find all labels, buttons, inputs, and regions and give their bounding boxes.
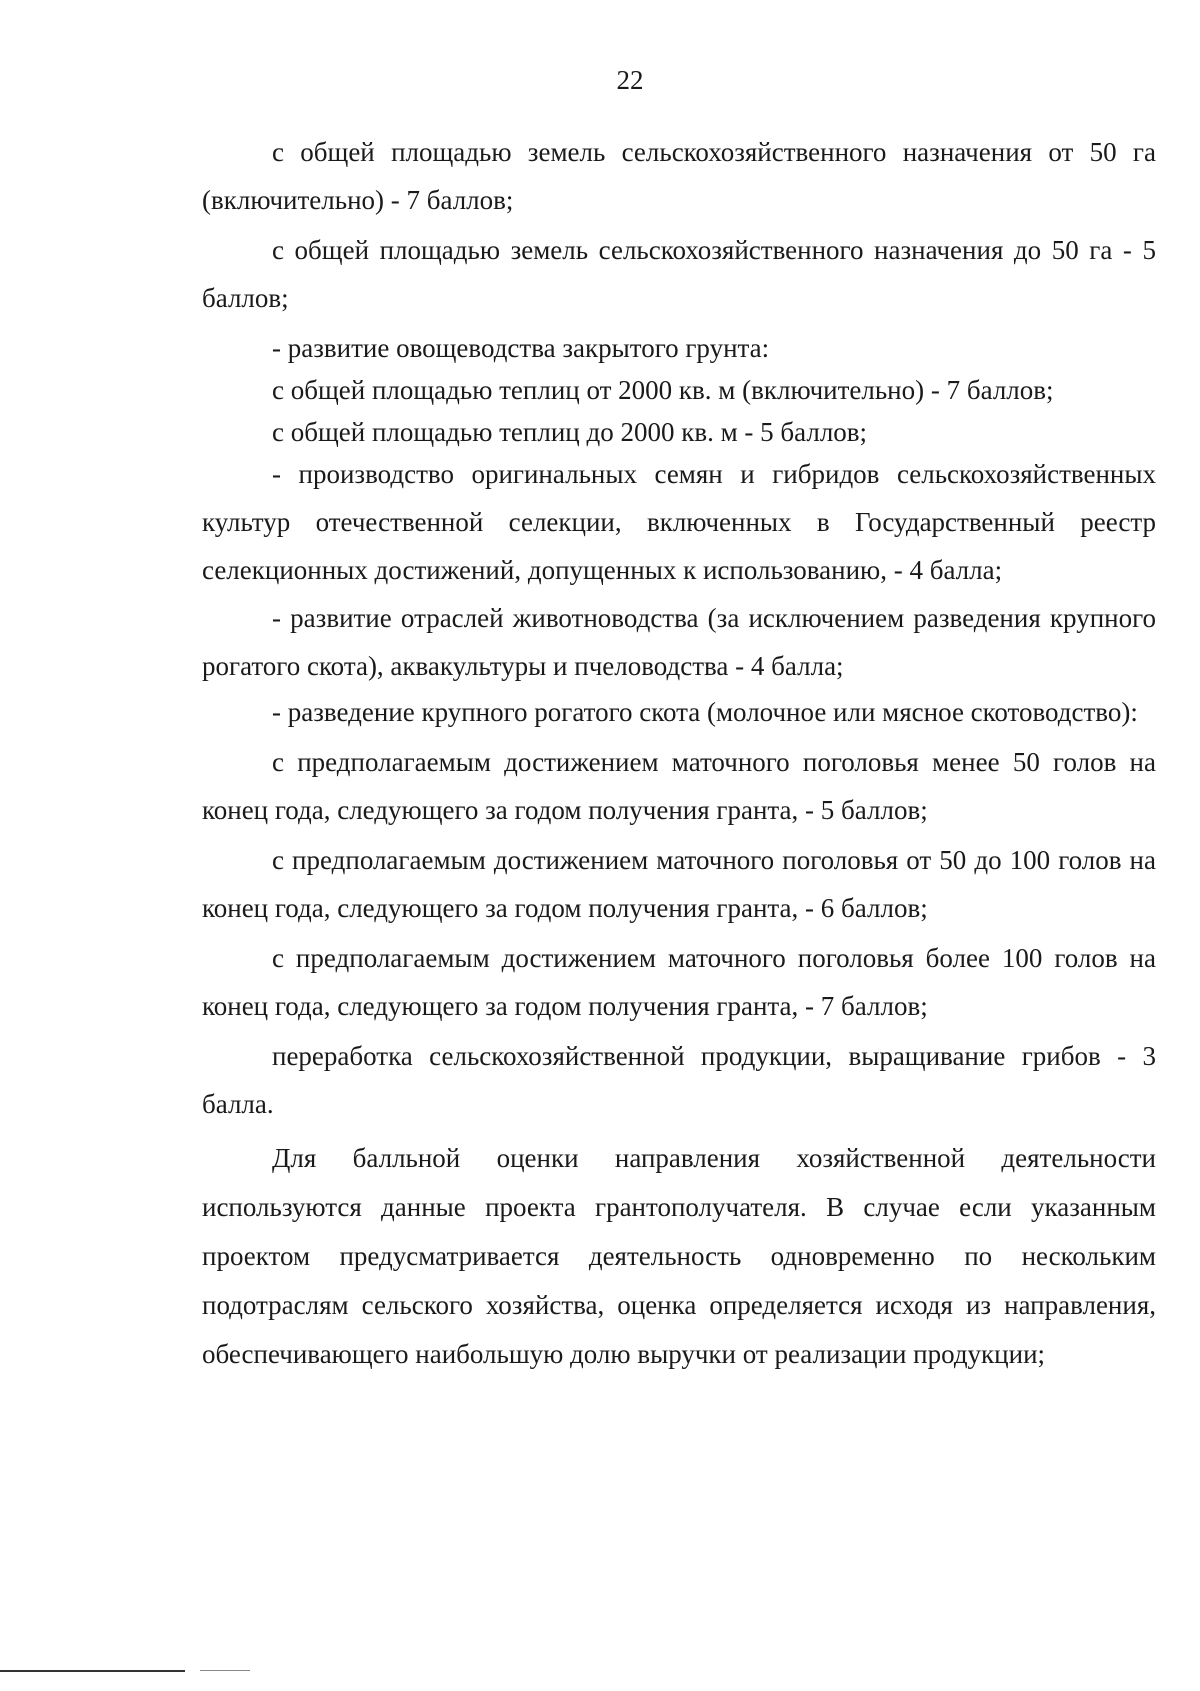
- paragraph-livestock: - развитие отраслей животноводства (за исключением разведения крупного рогатого скота), аквакультуры и пчеловодства - 4 балла;: [202, 603, 1156, 681]
- paragraph-processing: переработка сельскохозяйственной продукции, выращивание грибов - 3 балла.: [202, 1041, 1156, 1119]
- page-number: 22: [616, 65, 644, 95]
- paragraph-cattle-under-50: с предполагаемым достижением маточного поголовья менее 50 голов на конец года, следующего за годом получения гранта, - 5 баллов;: [202, 747, 1156, 825]
- paragraph-seeds-production: - производство оригинальных семян и гибридов сельскохозяйственных культур отечественной селекции, включенных в Государственный реестр селекционных достижений, допущенных к использованию, - 4 балла;: [202, 459, 1156, 585]
- paragraph-cattle-heading: - разведение крупного рогатого скота (молочное или мясное скотоводство):: [272, 697, 1138, 727]
- paragraph-cattle-50-100: с предполагаемым достижением маточного поголовья от 50 до 100 голов на конец года, следующего за годом получения гранта, - 6 баллов;: [202, 845, 1156, 923]
- paragraph-scoring-rules: Для балльной оценки направления хозяйственной деятельности используются данные проекта грантополучателя. В случае если указанным проектом предусматривается деятельность одновременно по нескольким подотраслям сельского хозяйства, оценка определяется исходя из направления, обеспечивающего наибольшую долю выручки от реализации продукции;: [202, 1143, 1156, 1369]
- paragraph-greenhouse-heading: - развитие овощеводства закрытого грунта:: [272, 333, 770, 363]
- paragraph-greenhouse-from-2000: с общей площадью теплиц от 2000 кв. м (включительно) - 7 баллов;: [272, 375, 1054, 405]
- document-body: [202, 128, 1156, 1379]
- footer-rule-fragment: [200, 1670, 250, 1671]
- paragraph-land-from-50: с общей площадью земель сельскохозяйственного назначения от 50 га (включительно) - 7 баллов;: [202, 137, 1156, 215]
- paragraph-land-under-50: с общей площадью земель сельскохозяйственного назначения до 50 га - 5 баллов;: [202, 235, 1156, 313]
- paragraph-greenhouse-under-2000: с общей площадью теплиц до 2000 кв. м - 5 баллов;: [272, 417, 868, 447]
- footer-rule: [0, 1670, 185, 1672]
- paragraph-cattle-over-100: с предполагаемым достижением маточного поголовья более 100 голов на конец года, следующего за годом получения гранта, - 7 баллов;: [202, 943, 1156, 1021]
